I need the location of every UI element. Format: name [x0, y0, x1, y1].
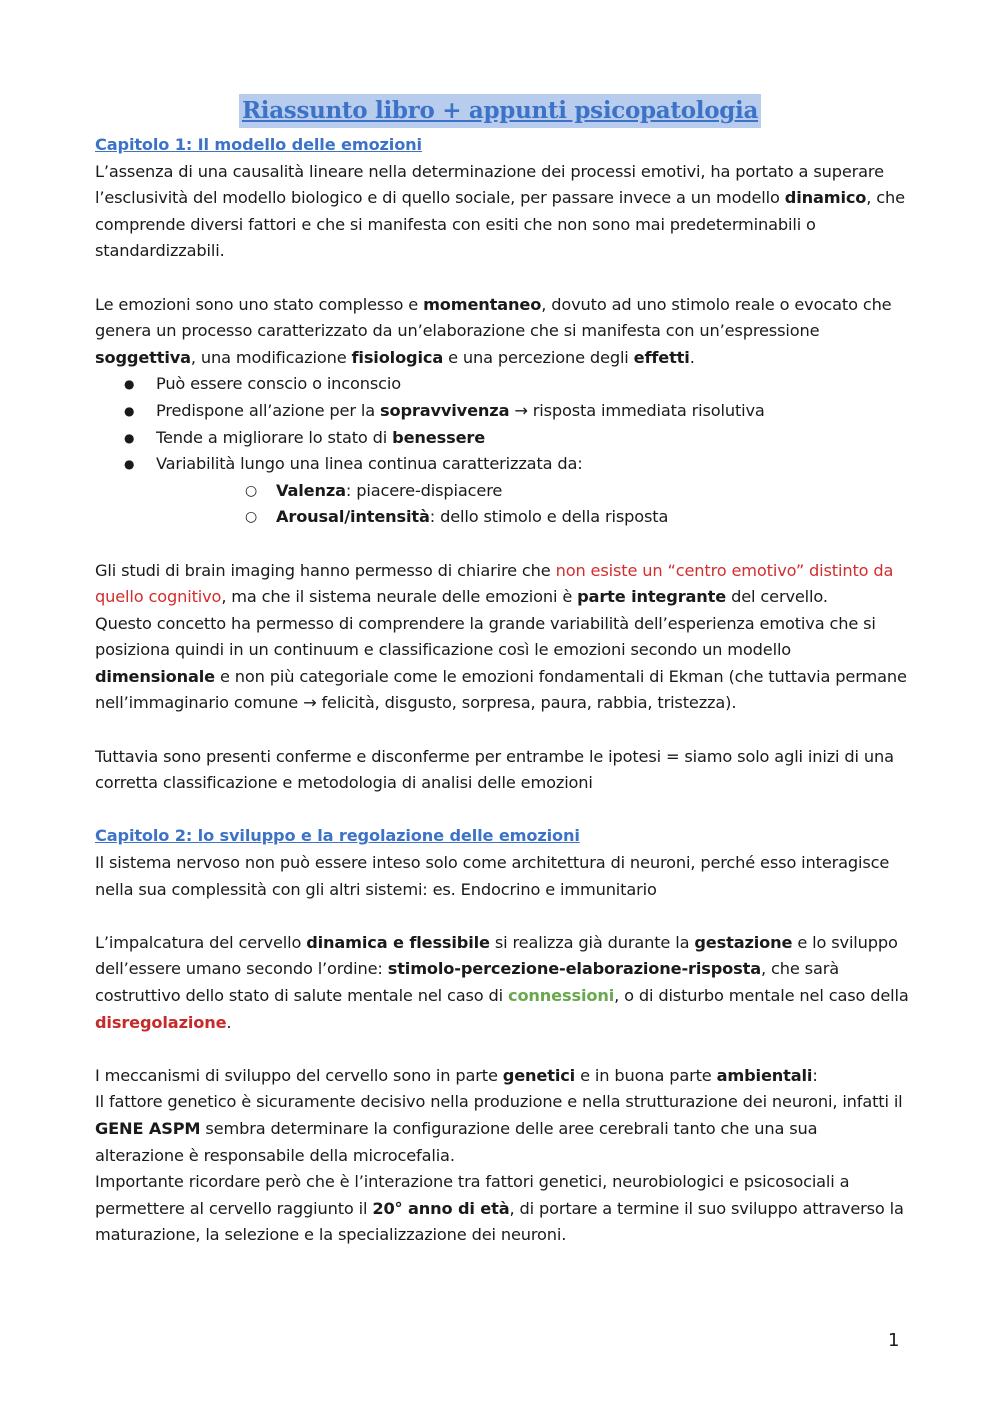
document-body — [95, 132, 910, 1249]
sub-list-item — [156, 478, 910, 505]
page-number: 1 — [888, 1330, 900, 1351]
list-item — [95, 451, 910, 531]
emotion-features-list — [95, 371, 910, 531]
text-run: L’impalcatura del cervello — [95, 932, 307, 952]
text-run: I meccanismi di sviluppo del cervello sono in parte — [95, 1065, 503, 1085]
bold-term: gestazione — [694, 932, 793, 952]
text-run: e in buona parte — [575, 1065, 717, 1085]
blank-line — [95, 717, 910, 744]
blank-line — [95, 797, 910, 824]
ch1-paragraph-4 — [95, 611, 910, 717]
text-run: e una percezione degli — [443, 347, 634, 367]
bold-term: dinamico — [784, 188, 867, 208]
bold-term: benessere — [392, 427, 486, 447]
text-run: → risposta immediata risolutiva — [509, 400, 765, 420]
text-run: . — [689, 347, 695, 367]
text-run: , di portare a termine il suo sviluppo attraverso la maturazione, la selezione e la specializzazione dei neuroni. — [95, 1198, 904, 1245]
text-run: : piacere-dispiacere — [345, 480, 503, 500]
list-item — [95, 398, 910, 425]
text-run: , una modificazione — [190, 347, 352, 367]
bold-term: momentaneo — [423, 294, 542, 314]
ch1-paragraph-1 — [95, 159, 910, 265]
list-item-text: Può essere conscio o inconscio — [156, 374, 402, 394]
bold-term: effetti — [633, 347, 690, 367]
red-highlight-text: disregolazione — [95, 1012, 227, 1032]
ch2-paragraph-2 — [95, 930, 910, 1036]
bold-term: Valenza — [276, 480, 346, 500]
text-run: del cervello. — [726, 587, 828, 607]
sub-list — [156, 478, 910, 531]
chapter-2-heading[interactable]: Capitolo 2: lo sviluppo e la regolazione delle emozioni — [95, 826, 580, 846]
text-run: , dovuto ad uno stimolo reale o evocato che genera un processo caratterizzato da un’elaborazione che si manifesta con un’espressione — [95, 294, 892, 341]
text-run: Questo concetto ha permesso di comprendere la grande variabilità dell’esperienza emotiva che si posiziona quindi in un continuum e classificazione così le emozioni secondo un modello — [95, 613, 876, 660]
text-run: L’assenza di una causalità lineare nella determinazione dei processi emotivi, ha portato a superare l’esclusività del modello biologico e di quello sociale, per passare invece a un modello — [95, 161, 884, 208]
ch2-paragraph-3 — [95, 1063, 910, 1090]
text-run: e non più categoriale come le emozioni fondamentali di Ekman (che tuttavia permane nell’immaginario comune → felicità, disgusto, sorpresa, paura, rabbia, tristezza). — [95, 666, 907, 713]
bold-term: fisiologica — [351, 347, 444, 367]
bold-term: parte integrante — [577, 587, 727, 607]
blank-line — [95, 1036, 910, 1063]
text-run: Gli studi di brain imaging hanno permesso di chiarire che — [95, 560, 556, 580]
text-run: Importante ricordare però che è l’interazione tra fattori genetici, neurobiologici e psicosociali a permettere al cervello raggiunto il — [95, 1172, 850, 1218]
red-highlight-text: non esiste un “centro emotivo” distinto da quello cognitivo — [95, 560, 894, 607]
bold-term: Arousal/intensità — [276, 507, 430, 527]
list-item — [95, 371, 910, 398]
ch2-paragraph-1: Il sistema nervoso non può essere inteso solo come architettura di neuroni, perché esso interagisce nella sua complessità con gli altri sistemi: es. Endocrino e immunitario — [95, 853, 890, 899]
bold-term: sopravvivenza — [379, 400, 510, 420]
bold-term: 20° anno di età — [372, 1198, 510, 1218]
text-run: , ma che il sistema neurale delle emozioni è — [221, 587, 578, 607]
ch1-paragraph-3 — [95, 558, 910, 611]
ch2-paragraph-5 — [95, 1169, 910, 1249]
text-run: : — [812, 1065, 818, 1085]
text-run: , che sarà costruttivo dello stato di salute mentale nel caso di — [95, 959, 839, 1005]
list-item — [95, 425, 910, 452]
text-run: sembra determinare la configurazione delle aree cerebrali tanto che una sua alterazione è responsabile della microcefalia. — [95, 1118, 818, 1165]
text-run: si realizza già durante la — [489, 932, 695, 952]
ch1-paragraph-2 — [95, 292, 910, 372]
blank-line — [95, 265, 910, 292]
bold-term: GENE ASPM — [95, 1118, 201, 1138]
text-run: Le emozioni sono uno stato complesso e — [95, 294, 424, 314]
bold-term: dimensionale — [95, 666, 215, 686]
chapter-1-heading[interactable]: Capitolo 1: Il modello delle emozioni — [95, 135, 422, 154]
blank-line — [95, 531, 910, 558]
ch2-paragraph-4 — [95, 1089, 910, 1169]
bold-term: genetici — [502, 1065, 576, 1085]
sub-list-item — [156, 504, 910, 531]
green-highlight-text: connessioni — [508, 986, 615, 1005]
text-run: Predispone all’azione per la — [156, 400, 380, 420]
text-run: : dello stimolo e della risposta — [429, 507, 669, 527]
text-run: , che comprende diversi fattori e che si manifesta con esiti che non sono mai predeterminabili o standardizzabili. — [95, 188, 905, 261]
document-title: Riassunto libro + appunti psicopatologia — [239, 94, 761, 128]
title-wrap — [0, 94, 1000, 128]
text-run: . — [226, 1012, 232, 1032]
ch1-paragraph-5: Tuttavia sono presenti conferme e disconferme per entrambe le ipotesi = siamo solo agli inizi di una corretta classificazione e metodologia di analisi delle emozioni — [95, 746, 894, 793]
text-run: Tende a migliorare lo stato di — [156, 427, 393, 447]
text-run: Il fattore genetico è sicuramente decisivo nella produzione e nella strutturazione dei neuroni, infatti il — [95, 1092, 903, 1112]
bold-term: stimolo-percezione-elaborazione-risposta — [387, 959, 762, 979]
text-run: e lo sviluppo dell’essere umano secondo l’ordine: — [95, 932, 898, 979]
bold-term: soggettiva — [95, 347, 191, 367]
blank-line — [95, 903, 910, 930]
bold-term: ambientali — [716, 1065, 813, 1085]
bold-term: dinamica e flessibile — [306, 932, 490, 952]
list-item-text: Variabilità lungo una linea continua caratterizzata da: — [156, 454, 583, 474]
text-run: , o di disturbo mentale nel caso della — [614, 986, 909, 1005]
